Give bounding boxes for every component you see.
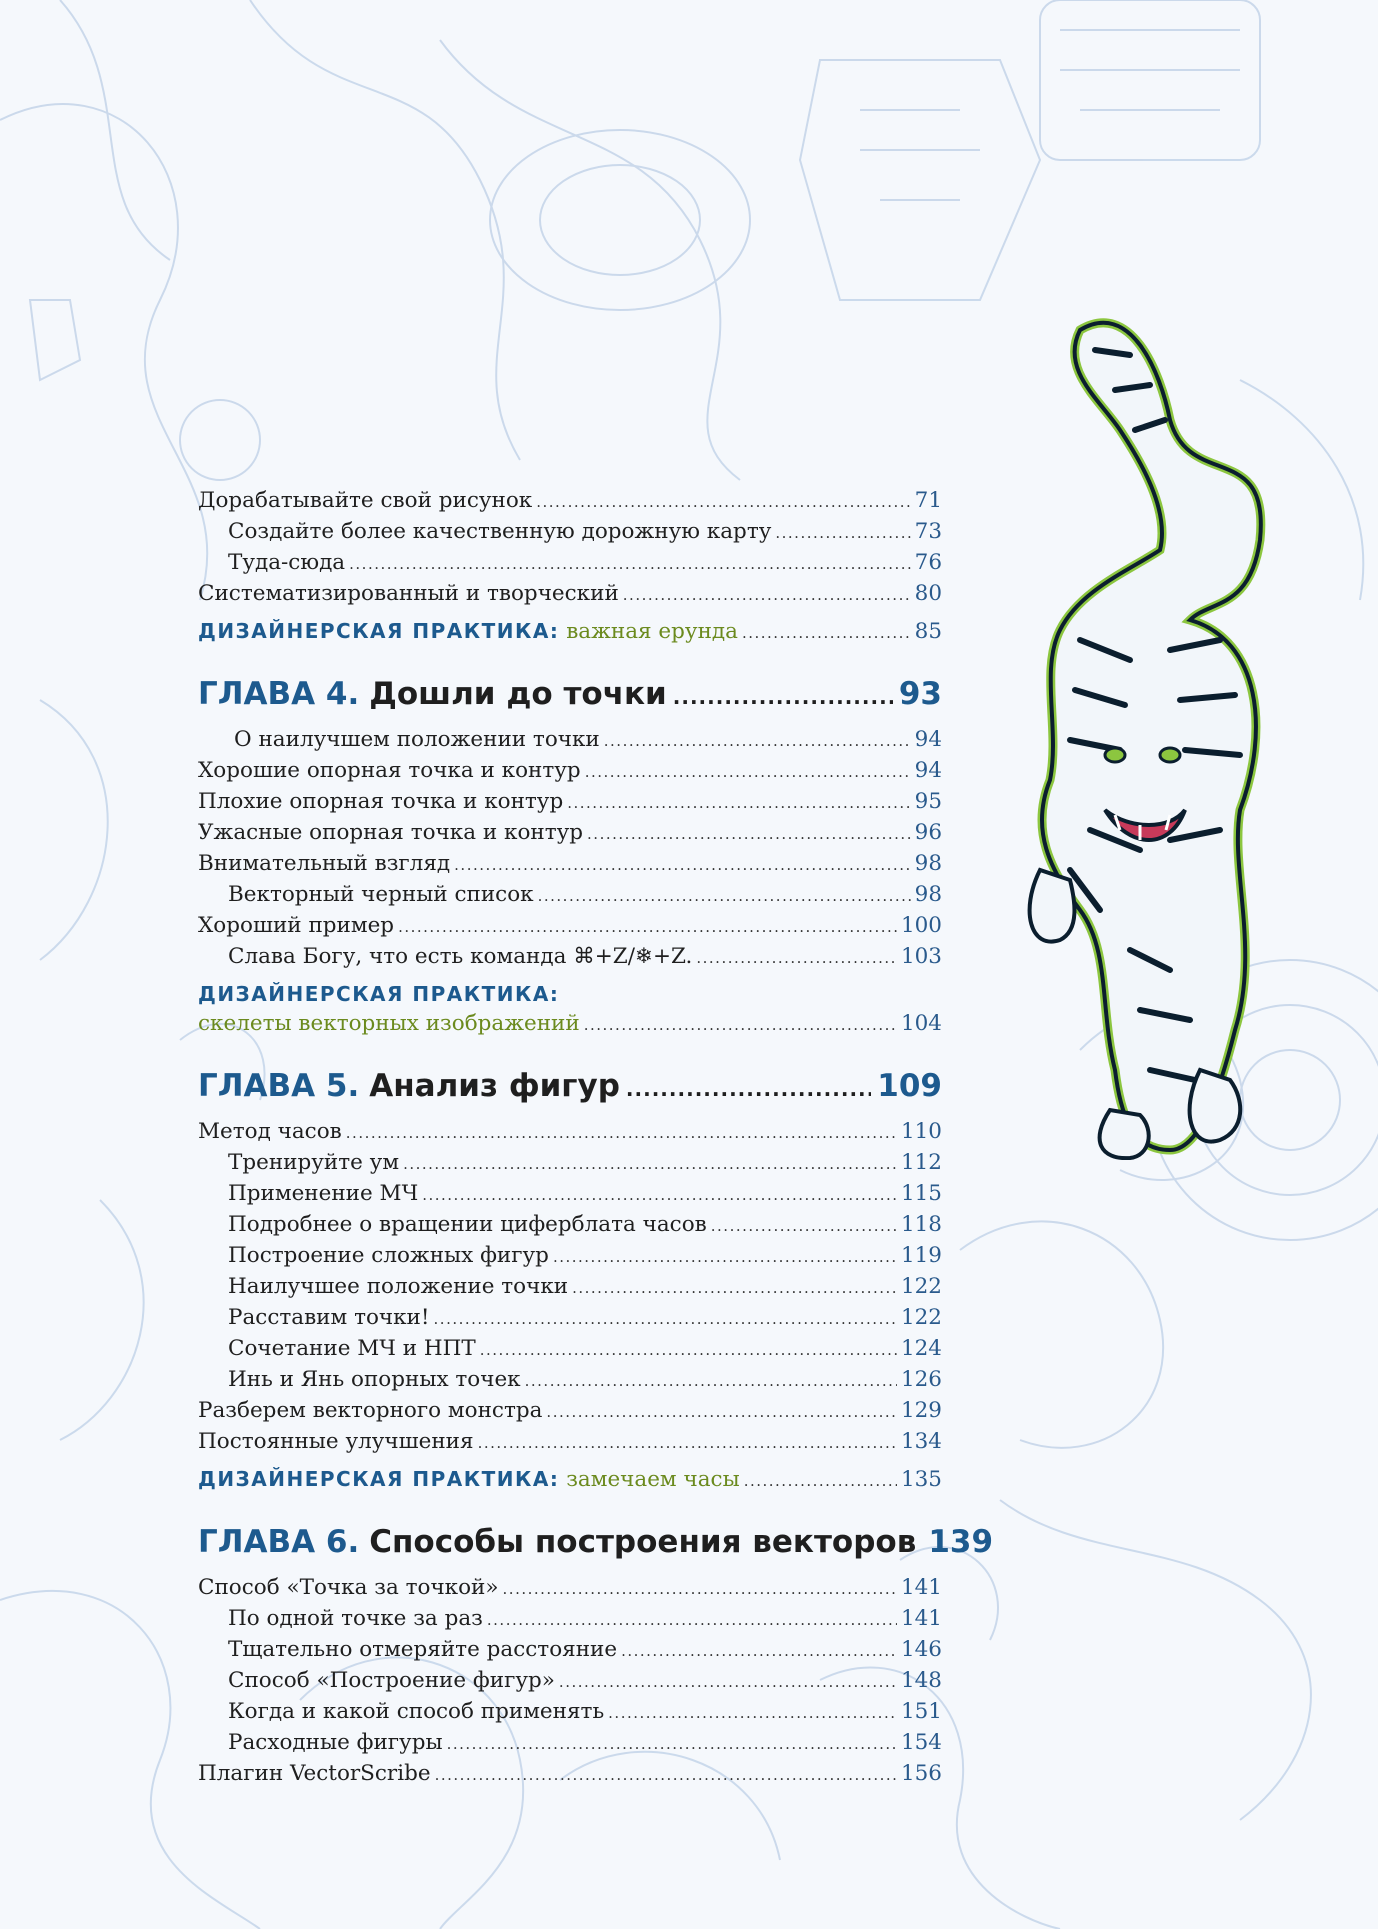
toc-entry[interactable] xyxy=(198,548,942,579)
practice-entry[interactable] xyxy=(198,616,942,648)
entry-title: Способ «Построение фигур» xyxy=(228,1668,555,1693)
page-number: 73 xyxy=(914,519,942,544)
chapter-page-number: 139 xyxy=(928,1524,994,1560)
entry-title: Тщательно отмеряйте расстояние xyxy=(228,1637,618,1662)
page-number: 148 xyxy=(900,1668,942,1693)
toc-entry[interactable] xyxy=(198,1728,942,1759)
toc-entry[interactable] xyxy=(198,1210,942,1241)
entry-title: Ужасные опорная точка и контур xyxy=(198,820,584,845)
page-number: 103 xyxy=(900,944,942,969)
dot-leader xyxy=(454,850,910,880)
entry-title: Расходные фигуры xyxy=(228,1730,443,1755)
dot-leader xyxy=(621,1636,897,1666)
dot-leader xyxy=(585,757,911,787)
dot-leader xyxy=(604,726,911,756)
toc-entry[interactable] xyxy=(198,1117,942,1148)
dot-leader xyxy=(546,1397,897,1427)
dot-leader xyxy=(435,1760,897,1790)
dot-leader xyxy=(487,1605,897,1635)
table-of-contents xyxy=(198,486,994,1790)
toc-entry[interactable] xyxy=(198,1573,942,1604)
entry-title: Наилучшее положение точки xyxy=(228,1274,569,1299)
chapter-title: Способы построения векторов xyxy=(369,1524,917,1560)
toc-entry[interactable] xyxy=(198,1666,942,1697)
entry-title: Метод часов xyxy=(198,1119,342,1144)
dot-leader xyxy=(480,1335,897,1365)
practice-subtitle: скелеты векторных изображений xyxy=(198,1011,580,1036)
entry-title: Когда и какой способ применять xyxy=(228,1699,605,1724)
entry-title: Внимательный взгляд xyxy=(198,851,451,876)
dot-leader xyxy=(744,1466,897,1496)
entry-title: Векторный черный список xyxy=(228,882,534,907)
entry-title: О наилучшем положении точки xyxy=(234,727,600,752)
toc-entry[interactable] xyxy=(198,1148,942,1179)
practice-subtitle: замечаем часы xyxy=(566,1467,740,1492)
page-number: 141 xyxy=(900,1606,942,1631)
toc-entry[interactable] xyxy=(198,1697,942,1728)
toc-entry[interactable] xyxy=(198,1334,942,1365)
chapter-title: Анализ фигур xyxy=(369,1068,620,1104)
dot-leader xyxy=(626,1069,871,1109)
page-number: 118 xyxy=(900,1212,942,1237)
page-number: 76 xyxy=(914,550,942,575)
dot-leader xyxy=(608,1698,897,1728)
chapter-title: Дошли до точки xyxy=(369,676,667,712)
page-number: 85 xyxy=(914,619,942,644)
practice-label: ДИЗАЙНЕРСКАЯ ПРАКТИКА: xyxy=(198,619,560,643)
practice-label: ДИЗАЙНЕРСКАЯ ПРАКТИКА: xyxy=(198,982,560,1006)
page-number: 96 xyxy=(914,820,942,845)
page-number: 80 xyxy=(914,581,942,606)
entry-title: Инь и Янь опорных точек xyxy=(228,1367,521,1392)
dot-leader xyxy=(711,1211,897,1241)
practice-label: ДИЗАЙНЕРСКАЯ ПРАКТИКА: xyxy=(198,1467,560,1491)
toc-entry[interactable] xyxy=(198,942,942,973)
chapter-page-number: 109 xyxy=(877,1068,942,1104)
page-number: 115 xyxy=(900,1181,942,1206)
chapter-5-heading[interactable] xyxy=(198,1066,942,1109)
toc-entry[interactable] xyxy=(198,579,942,610)
section-entries xyxy=(198,1573,942,1790)
entry-title: Постоянные улучшения xyxy=(198,1429,474,1454)
dot-leader xyxy=(538,881,911,911)
entry-title: Хорошие опорная точка и контур xyxy=(198,758,581,783)
entry-title: Разберем векторного монстра xyxy=(198,1398,543,1423)
page-number: 110 xyxy=(900,1119,942,1144)
entry-title: Расставим точки! xyxy=(228,1305,430,1330)
toc-entry[interactable] xyxy=(198,911,942,942)
dot-leader xyxy=(696,943,897,973)
entry-title: Систематизированный и творческий xyxy=(198,581,619,606)
dot-leader xyxy=(742,618,911,648)
section-entries xyxy=(198,725,942,973)
chapter-number: ГЛАВА 5. xyxy=(198,1068,360,1104)
dot-leader xyxy=(503,1574,897,1604)
toc-entry[interactable] xyxy=(198,880,942,911)
dot-leader xyxy=(572,1273,897,1303)
chapter-number: ГЛАВА 4. xyxy=(198,676,360,712)
page-number: 98 xyxy=(914,851,942,876)
dot-leader xyxy=(673,677,893,717)
toc-entry[interactable] xyxy=(198,1179,942,1210)
page-number: 100 xyxy=(900,913,942,938)
page-number: 141 xyxy=(900,1575,942,1600)
entry-title: Тренируйте ум xyxy=(228,1150,400,1175)
page-number: 124 xyxy=(900,1336,942,1361)
entry-title: Применение МЧ xyxy=(228,1181,419,1206)
section-entries xyxy=(198,1117,942,1458)
dot-leader xyxy=(775,518,910,548)
page-number: 126 xyxy=(900,1367,942,1392)
dot-leader xyxy=(584,1010,897,1040)
toc-entry[interactable] xyxy=(198,1604,942,1635)
dot-leader xyxy=(478,1428,897,1458)
practice-entry[interactable] xyxy=(198,1009,942,1040)
page-number: 151 xyxy=(900,1699,942,1724)
page-number: 146 xyxy=(900,1637,942,1662)
toc-entry[interactable] xyxy=(198,725,942,756)
dot-leader xyxy=(398,912,897,942)
dot-leader xyxy=(434,1304,897,1334)
dot-leader xyxy=(403,1149,897,1179)
page-number: 71 xyxy=(914,488,942,513)
entry-title: По одной точке за раз xyxy=(228,1606,483,1631)
page-number: 122 xyxy=(900,1305,942,1330)
page-number: 104 xyxy=(900,1011,942,1036)
dot-leader xyxy=(346,1118,897,1148)
entry-title: Создайте более качественную дорожную карту xyxy=(228,519,772,544)
dot-leader xyxy=(447,1729,897,1759)
entry-title: Плохие опорная точка и контур xyxy=(198,789,564,814)
chapter-6-heading[interactable] xyxy=(198,1522,994,1565)
toc-entry[interactable] xyxy=(198,517,942,548)
toc-entry[interactable] xyxy=(198,818,942,849)
page-number: 95 xyxy=(914,789,942,814)
toc-entry[interactable] xyxy=(198,787,942,818)
page-number: 112 xyxy=(900,1150,942,1175)
page-number: 122 xyxy=(900,1274,942,1299)
page-number: 154 xyxy=(900,1730,942,1755)
dot-leader xyxy=(587,819,911,849)
dot-leader xyxy=(525,1366,897,1396)
entry-title: Подробнее о вращении циферблата часов xyxy=(228,1212,707,1237)
dot-leader xyxy=(623,580,911,610)
page-number: 98 xyxy=(914,882,942,907)
page-number: 135 xyxy=(900,1467,942,1492)
dot-leader xyxy=(559,1667,897,1697)
entry-title: Слава Богу, что есть команда ⌘+Z/❄+Z. xyxy=(228,944,693,969)
toc-entry[interactable] xyxy=(198,486,942,517)
toc-entry[interactable] xyxy=(198,1427,942,1458)
toc-entry[interactable] xyxy=(198,1272,942,1303)
page-number: 129 xyxy=(900,1398,942,1423)
toc-entry[interactable] xyxy=(198,1759,942,1790)
entry-title: Плагин VectorScribe xyxy=(198,1761,431,1786)
dot-leader xyxy=(567,788,910,818)
section-entries xyxy=(198,486,942,610)
toc-entry[interactable] xyxy=(198,1241,942,1272)
entry-title: Построение сложных фигур xyxy=(228,1243,549,1268)
page-number: 134 xyxy=(900,1429,942,1454)
entry-title: Способ «Точка за точкой» xyxy=(198,1575,499,1600)
chapter-4-heading[interactable] xyxy=(198,674,942,717)
entry-title: Сочетание МЧ и НПТ xyxy=(228,1336,476,1361)
dot-leader xyxy=(536,487,910,517)
practice-entry[interactable] xyxy=(198,1464,942,1496)
toc-entry[interactable] xyxy=(198,1365,942,1396)
white-tiger-illustration xyxy=(1020,310,1272,1160)
dot-leader xyxy=(349,549,911,579)
dot-leader xyxy=(553,1242,897,1272)
entry-title: Хороший пример xyxy=(198,913,395,938)
page-number: 94 xyxy=(914,758,942,783)
entry-title: Дорабатывайте свой рисунок xyxy=(198,488,533,513)
page-number: 119 xyxy=(900,1243,942,1268)
toc-entry[interactable] xyxy=(198,1303,942,1334)
entry-title: Туда-сюда xyxy=(228,550,346,575)
practice-subtitle: важная ерунда xyxy=(566,619,738,644)
toc-entry[interactable] xyxy=(198,756,942,787)
toc-entry[interactable] xyxy=(198,1635,942,1666)
chapter-page-number: 93 xyxy=(898,676,942,712)
dot-leader xyxy=(422,1180,897,1210)
toc-entry[interactable] xyxy=(198,849,942,880)
chapter-number: ГЛАВА 6. xyxy=(198,1524,360,1560)
toc-entry[interactable] xyxy=(198,1396,942,1427)
page-number: 94 xyxy=(914,727,942,752)
page-number: 156 xyxy=(900,1761,942,1786)
